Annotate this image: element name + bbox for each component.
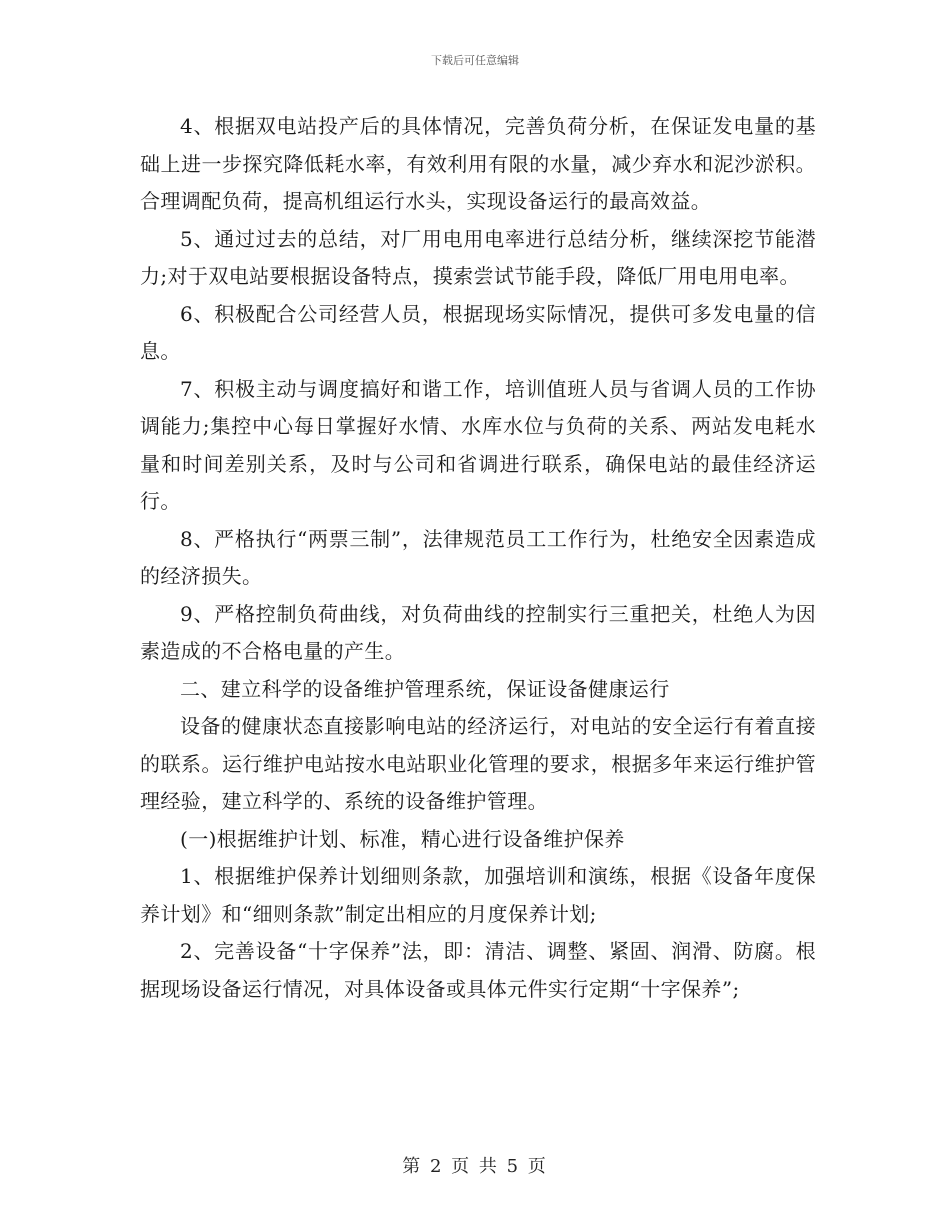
paragraph-item-8: 8、严格执行“两票三制”，法律规范员工工作行为，杜绝安全因素造成的经济损失。 bbox=[140, 526, 816, 588]
paragraph-item-5: 5、通过过去的总结，对厂用电用电率进行总结分析，继续深挖节能潜力;对于双电站要根据设备特点，摸索尝试节能手段，降低厂用电用电率。 bbox=[140, 226, 816, 288]
page-header-note: 下载后可任意编辑 bbox=[431, 54, 519, 67]
paragraph-item-9: 9、严格控制负荷曲线，对负荷曲线的控制实行三重把关，杜绝人为因素造成的不合格电量的产生。 bbox=[140, 601, 816, 663]
paragraph-item-6: 6、积极配合公司经营人员，根据现场实际情况，提供可多发电量的信息。 bbox=[140, 301, 816, 363]
paragraph-item-7: 7、积极主动与调度搞好和谐工作，培训值班人员与省调人员的工作协调能力;集控中心每日掌握好水情、水库水位与负荷的关系、两站发电耗水量和时间差别关系，及时与公司和省调进行联系，确保电站的最佳经济运行。 bbox=[140, 376, 816, 513]
document-body bbox=[140, 108, 816, 1008]
page-number: 第 2 页 共 5 页 bbox=[402, 1156, 548, 1177]
paragraph-section-intro: 设备的健康状态直接影响电站的经济运行，对电站的安全运行有着直接的联系。运行维护电站按水电站职业化管理的要求，根据多年来运行维护管理经验，建立科学的、系统的设备维护管理。 bbox=[140, 714, 816, 813]
paragraph-item-4: 4、根据双电站投产后的具体情况，完善负荷分析，在保证发电量的基础上进一步探究降低耗水率，有效利用有限的水量，减少弃水和泥沙淤积。合理调配负荷，提高机组运行水头，实现设备运行的最高效益。 bbox=[140, 114, 816, 213]
subsection-heading-1: (一)根据维护计划、标准，精心进行设备维护保养 bbox=[180, 826, 625, 851]
paragraph-sub-item-2: 2、完善设备“十字保养”法，即：清洁、调整、紧固、润滑、防腐。根据现场设备运行情况，对具体设备或具体元件实行定期“十字保养”; bbox=[140, 939, 816, 1001]
section-heading-2: 二、建立科学的设备维护管理系统，保证设备健康运行 bbox=[180, 676, 670, 701]
paragraph-sub-item-1: 1、根据维护保养计划细则条款，加强培训和演练，根据《设备年度保养计划》和“细则条款”制定出相应的月度保养计划; bbox=[140, 864, 816, 926]
